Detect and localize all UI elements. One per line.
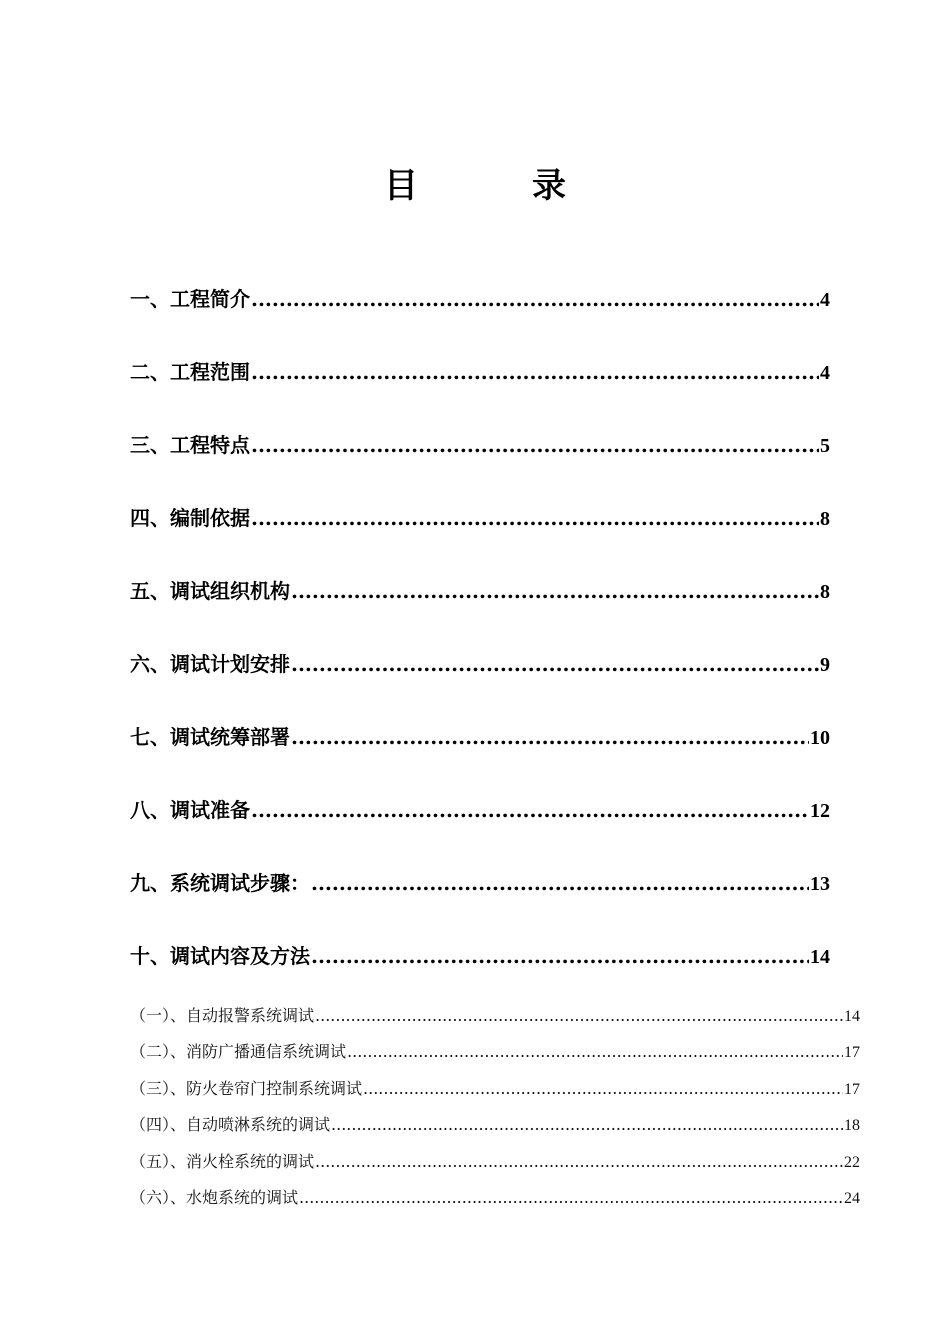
dot-leader <box>347 1040 843 1064</box>
dot-leader <box>251 503 819 533</box>
dot-leader <box>251 795 809 825</box>
toc-entry-5[interactable] <box>130 576 830 606</box>
toc-entry-1[interactable] <box>130 284 830 314</box>
toc-entry-2[interactable] <box>130 357 830 387</box>
toc-subentry-6[interactable] <box>130 1186 860 1210</box>
toc-subentry-page: 18 <box>844 1117 860 1134</box>
toc-subentry-5[interactable] <box>130 1150 860 1174</box>
dot-leader <box>331 1113 843 1137</box>
toc-subentry-label: （二）、消防广播通信系统调试 <box>130 1042 347 1061</box>
dot-leader <box>291 576 819 606</box>
toc-entry-label: 十、调试内容及方法 <box>130 944 310 968</box>
dot-leader <box>299 1186 843 1210</box>
dot-leader <box>311 868 809 898</box>
toc-entry-page: 4 <box>820 289 830 311</box>
toc-entry-7[interactable] <box>130 722 830 752</box>
toc-subentry-page: 22 <box>844 1154 860 1171</box>
toc-subentry-2[interactable] <box>130 1040 860 1064</box>
toc-subentry-4[interactable] <box>130 1113 860 1137</box>
toc-entry-label: 一、工程简介 <box>130 287 250 311</box>
toc-subentry-label: （五）、消火栓系统的调试 <box>130 1152 315 1171</box>
toc-entry-page: 4 <box>820 362 830 384</box>
dot-leader <box>251 357 819 387</box>
toc-subentry-page: 17 <box>844 1044 860 1061</box>
dot-leader <box>251 284 819 314</box>
toc-entry-label: 二、工程范围 <box>130 360 250 384</box>
toc-entry-label: 七、调试统筹部署 <box>130 725 290 749</box>
toc-entry-page: 12 <box>810 800 830 822</box>
dot-leader <box>363 1077 843 1101</box>
toc-entry-9[interactable] <box>130 868 830 898</box>
dot-leader <box>315 1150 843 1174</box>
toc-subentry-label: （四）、自动喷淋系统的调试 <box>130 1115 331 1134</box>
toc-entry-page: 9 <box>820 654 830 676</box>
toc-entry-10[interactable] <box>130 941 830 971</box>
dot-leader <box>311 941 809 971</box>
toc-entry-label: 四、编制依据 <box>130 506 250 530</box>
dot-leader <box>291 722 809 752</box>
toc-entry-label: 五、调试组织机构 <box>130 579 290 603</box>
dot-leader <box>291 649 819 679</box>
toc-entry-label: 三、工程特点 <box>130 433 250 457</box>
toc-entry-label: 八、调试准备 <box>130 798 250 822</box>
toc-subentry-3[interactable] <box>130 1077 860 1101</box>
page-title: 目 录 <box>384 166 606 206</box>
toc-entry-8[interactable] <box>130 795 830 825</box>
toc-subentry-label: （六）、水炮系统的调试 <box>130 1188 299 1207</box>
toc-entry-page: 8 <box>820 581 830 603</box>
toc-entry-page: 10 <box>810 727 830 749</box>
toc-entry-page: 14 <box>810 946 830 968</box>
toc-entry-3[interactable] <box>130 430 830 460</box>
dot-leader <box>315 1004 843 1028</box>
toc-subentry-page: 24 <box>844 1190 860 1207</box>
toc-subentry-label: （一）、自动报警系统调试 <box>130 1006 315 1025</box>
toc-entry-page: 13 <box>810 873 830 895</box>
toc-subentry-1[interactable] <box>130 1004 860 1028</box>
toc-entry-6[interactable] <box>130 649 830 679</box>
toc-subentry-page: 17 <box>844 1081 860 1098</box>
dot-leader <box>251 430 819 460</box>
toc-entry-page: 5 <box>820 435 830 457</box>
toc-entry-page: 8 <box>820 508 830 530</box>
toc-subentry-page: 14 <box>844 1008 860 1025</box>
toc-entry-label: 九、系统调试步骤： <box>130 871 310 895</box>
toc-entry-label: 六、调试计划安排 <box>130 652 290 676</box>
toc-subentry-label: （三）、防火卷帘门控制系统调试 <box>130 1079 363 1098</box>
toc-entry-4[interactable] <box>130 503 830 533</box>
